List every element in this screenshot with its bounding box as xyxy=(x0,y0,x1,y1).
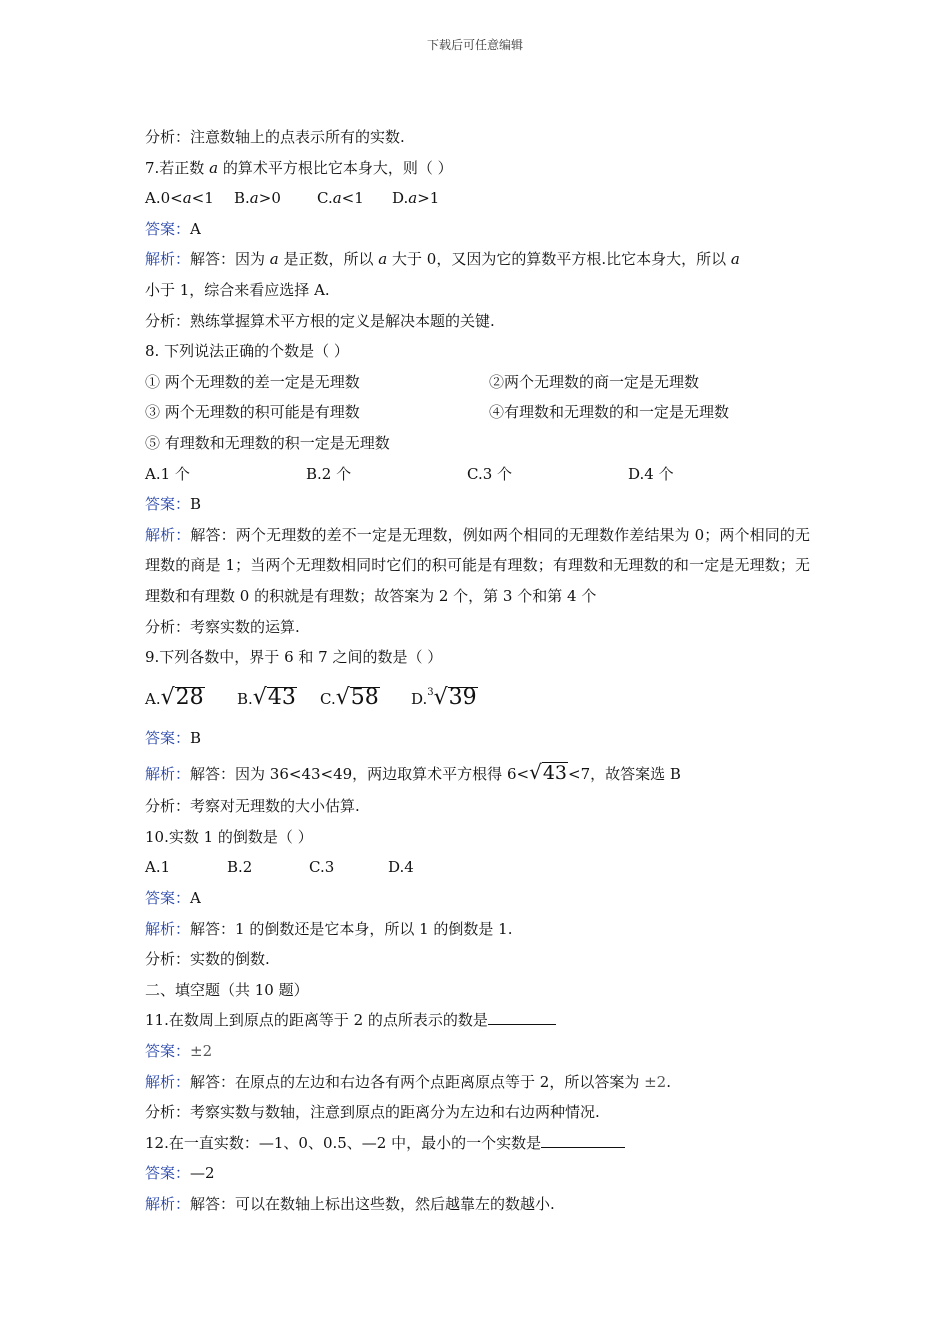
answer-line: 答案：—2 xyxy=(145,1164,215,1183)
analysis-line: 分析：考察实数的运算. xyxy=(145,617,300,636)
question-10-title: 10.实数 1 的倒数是（ ） xyxy=(145,827,313,846)
explanation-paragraph: 解析：解答：两个无理数的差不一定是无理数，例如两个相同的无理数作差结果为 0；两个相同的无理数的商是 1；当两个无理数相同时它们的积可能是有理数；有理数和无理数的和一定是无理数；无理数和有理数 0 的积就是有理数；故答案为 2 个，第 3 个和第 4 个 xyxy=(145,525,810,605)
option-a: A.0<a<1 xyxy=(145,189,214,208)
option-c: C.√58 xyxy=(320,684,379,710)
explanation-line-2: 小于 1，综合来看应选择 A. xyxy=(145,280,330,299)
option-a: A.1 xyxy=(145,858,171,877)
answer-line: 答案：A xyxy=(145,219,201,238)
analysis-line: 分析：考察实数与数轴，注意到原点的距离分为左边和右边两种情况. xyxy=(145,1103,600,1122)
document-body xyxy=(145,122,810,1220)
option-d: D.4 xyxy=(388,858,414,877)
answer-blank xyxy=(488,1010,556,1025)
statement-5: ⑤ 有理数和无理数的积一定是无理数 xyxy=(145,433,390,452)
question-9-options xyxy=(145,673,810,723)
explanation-line: 解析：解答：1 的倒数还是它本身，所以 1 的倒数是 1. xyxy=(145,919,513,938)
statement-1: ① 两个无理数的差一定是无理数 xyxy=(145,372,360,391)
page-header: 下载后可任意编辑 xyxy=(426,38,523,52)
question-8-options xyxy=(145,459,810,490)
option-d: D.a>1 xyxy=(392,189,440,208)
question-12-title: 12.在一直实数：—1、0、0.5、—2 中，最小的一个实数是 xyxy=(145,1128,810,1159)
option-b: B.2 个 xyxy=(306,464,352,483)
answer-line: 答案：A xyxy=(145,889,201,908)
explanation-line: 解析：解答：在原点的左边和右边各有两个点距离原点等于 2，所以答案为 ±2. xyxy=(145,1072,672,1091)
analysis-line: 分析：实数的倒数. xyxy=(145,950,270,969)
statement-row xyxy=(145,367,810,398)
option-d: D.$^3$√39 xyxy=(411,684,477,710)
option-a: A.√28 xyxy=(145,684,204,710)
analysis-line: 分析：考察对无理数的大小估算. xyxy=(145,797,360,816)
option-c: C.3 xyxy=(309,858,335,877)
answer-blank xyxy=(541,1133,625,1148)
statement-row xyxy=(145,397,810,428)
option-b: B.√43 xyxy=(237,684,296,710)
statement-2: ②两个无理数的商一定是无理数 xyxy=(489,372,700,391)
analysis-line: 分析：注意数轴上的点表示所有的实数. xyxy=(145,128,405,146)
option-a: A.1 个 xyxy=(145,464,190,483)
answer-line: 答案：±2 xyxy=(145,1042,213,1061)
answer-line: 答案：B xyxy=(145,495,202,514)
question-11-title: 11.在数周上到原点的距离等于 2 的点所表示的数是 xyxy=(145,1005,810,1036)
statement-3: ③ 两个无理数的积可能是有理数 xyxy=(145,403,360,422)
question-8-title: 8. 下列说法正确的个数是（ ） xyxy=(145,342,349,361)
section-heading: 二、填空题（共 10 题） xyxy=(145,980,309,999)
question-7-options xyxy=(145,183,810,214)
explanation-line: 解析：解答：因为 a 是正数，所以 a 大于 0，又因为它的算数平方根.比它本身大，所以 a xyxy=(145,250,740,269)
question-9-title: 9.下列各数中，界于 6 和 7 之间的数是（ ） xyxy=(145,648,443,667)
analysis-line: 分析：熟练掌握算术平方根的定义是解决本题的关键. xyxy=(145,311,495,330)
explanation-line: 解析：解答：因为 36<43<49，两边取算术平方根得 6<√43<7，故答案选 B xyxy=(145,760,681,785)
option-c: C.3 个 xyxy=(467,464,513,483)
option-b: B.2 xyxy=(227,858,253,877)
question-7-title: 7.若正数 a 的算术平方根比它本身大，则（ ） xyxy=(145,158,453,177)
explanation-line: 解析：解答：可以在数轴上标出这些数，然后越靠左的数越小. xyxy=(145,1195,555,1213)
statement-4: ④有理数和无理数的和一定是无理数 xyxy=(489,403,730,422)
option-c: C.a<1 xyxy=(317,189,364,208)
option-b: B.a>0 xyxy=(234,189,281,208)
question-10-options xyxy=(145,852,810,883)
answer-line: 答案：B xyxy=(145,728,202,747)
option-d: D.4 个 xyxy=(628,464,674,483)
